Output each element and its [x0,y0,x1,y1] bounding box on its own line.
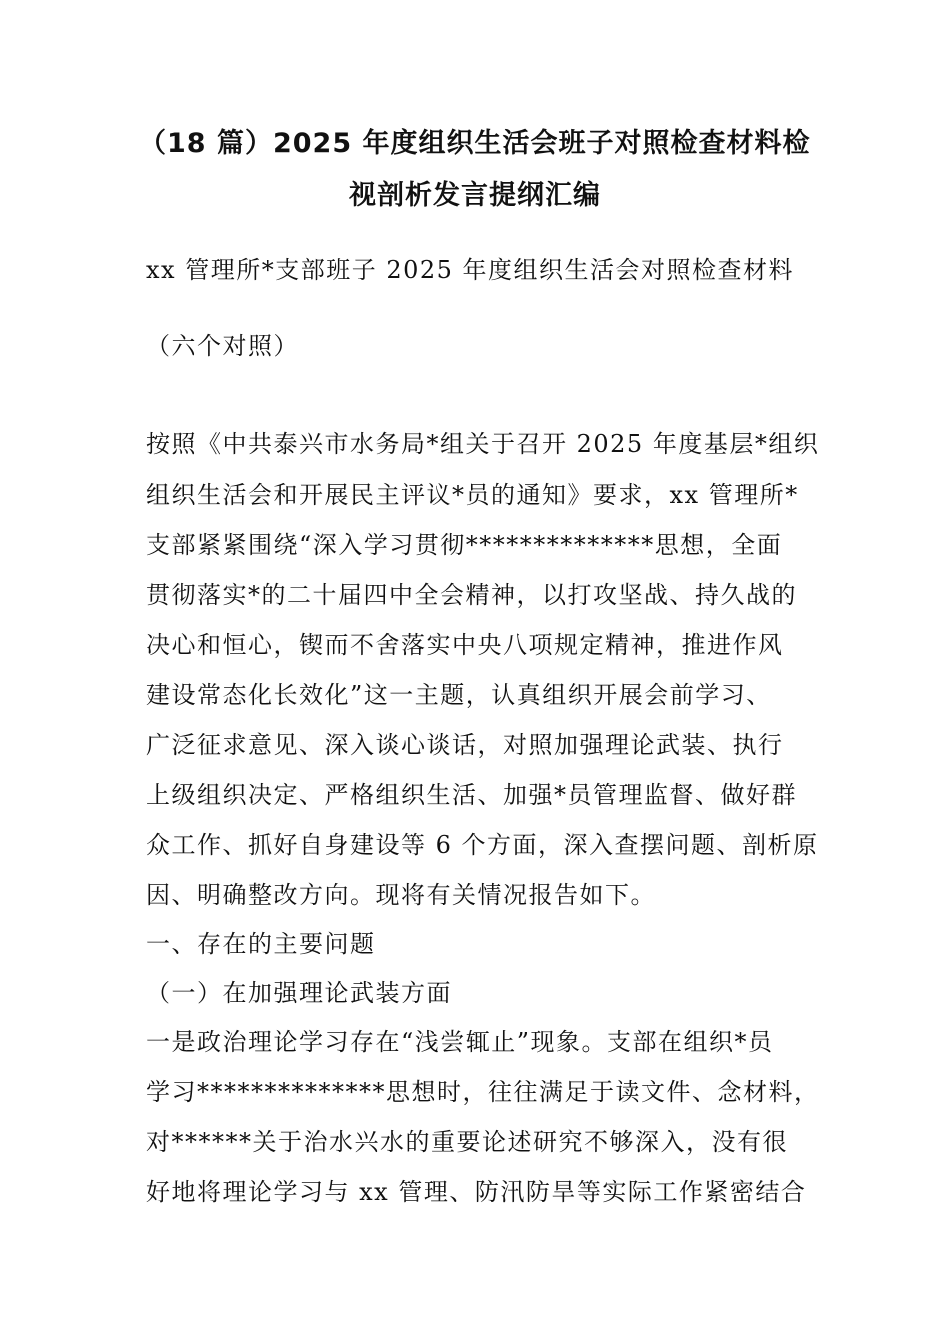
intro-paragraph-line: 贯彻落实*的二十届四中全会精神，以打攻坚战、持久战的 [146,581,797,609]
subtitle-line-2: （六个对照） [146,332,299,360]
subsection-heading: （一）在加强理论武装方面 [146,979,452,1007]
intro-paragraph-line: 建设常态化长效化”这一主题，认真组织开展会前学习、 [146,681,772,709]
intro-paragraph-line: 按照《中共泰兴市水务局*组关于召开 2025 年度基层*组织 [146,430,820,458]
intro-paragraph-line: 因、明确整改方向。现将有关情况报告如下。 [146,881,656,909]
section-heading: 一、存在的主要问题 [146,930,376,958]
document-title-line-1: （18 篇）2025 年度组织生活会班子对照检查材料检 [139,128,811,159]
body-paragraph-line: 对******关于治水兴水的重要论述研究不够深入，没有很 [146,1128,788,1156]
body-paragraph-line: 学习**************思想时，往往满足于读文件、念材料， [146,1078,820,1106]
subtitle-line-1: xx 管理所*支部班子 2025 年度组织生活会对照检查材料 [146,256,795,284]
intro-paragraph-line: 广泛征求意见、深入谈心谈话，对照加强理论武装、执行 [146,731,784,759]
document-title-line-2: 视剖析发言提纲汇编 [349,180,601,211]
body-paragraph-line: 一是政治理论学习存在“浅尝辄止”现象。支部在组织*员 [146,1028,774,1056]
intro-paragraph-line: 决心和恒心，锲而不舍落实中央八项规定精神，推进作风 [146,631,784,659]
intro-paragraph-line: 上级组织决定、严格组织生活、加强*员管理监督、做好群 [146,781,797,809]
intro-paragraph-line: 支部紧紧围绕“深入学习贯彻**************思想，全面 [146,531,783,559]
intro-paragraph-line: 组织生活会和开展民主评议*员的通知》要求，xx 管理所* [146,481,799,509]
body-paragraph-line: 好地将理论学习与 xx 管理、防汛防旱等实际工作紧密结合 [146,1178,807,1206]
intro-paragraph-line: 众工作、抓好自身建设等 6 个方面，深入查摆问题、剖析原 [146,831,819,859]
